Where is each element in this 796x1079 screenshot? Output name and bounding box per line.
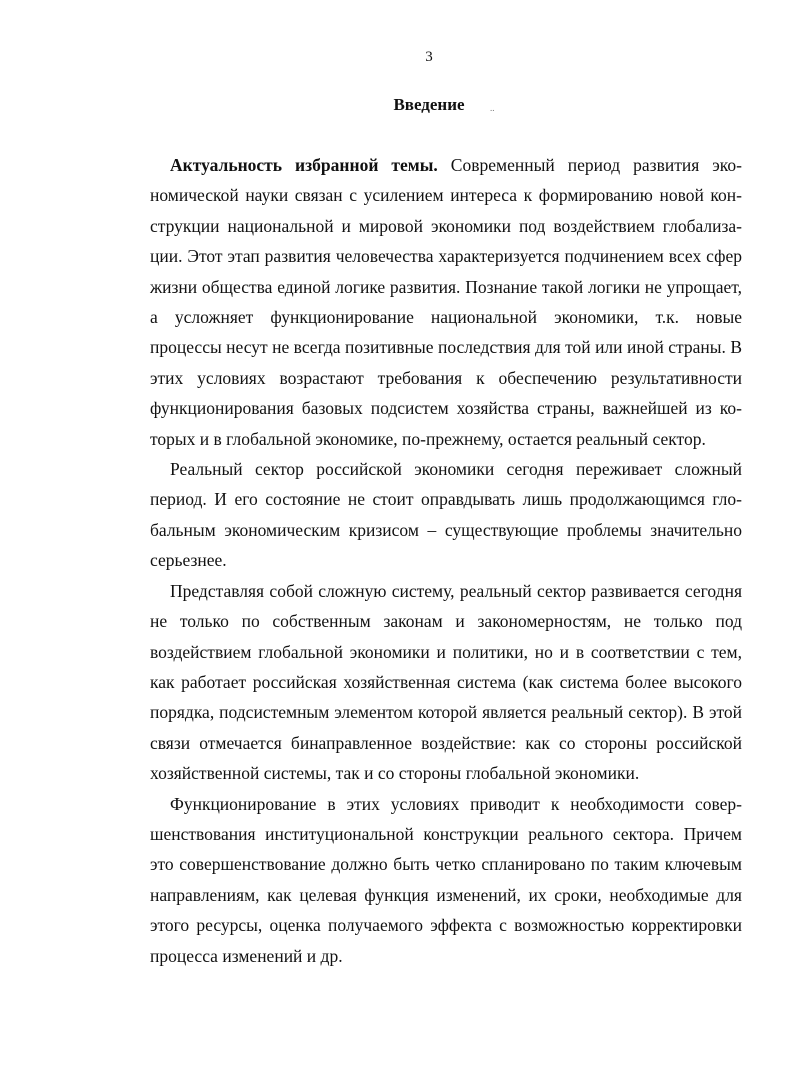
paragraph-text: Современный период развития экономической науки связан с усилением интереса к формированию новой конструкции национальной и мировой экономики под воздействием глобализации. Этот этап развития человечества характеризуется подчинением всех сфер жизни общества единой логике развития. Познание такой логики не упрощает, а усложняет функционирование национальной экономики, т.к. новые процессы несут не всегда позитивные последствия для той или иной страны. В этих условиях возрастают требования к обеспечению результативности функционирования базовых подсистем хозяйства страны, важнейшей из которых и в глобальной экономике, по-прежнему, остается реальный сектор. xyxy=(150,155,742,449)
body-text xyxy=(150,150,742,971)
page-number: 3 xyxy=(425,49,433,65)
paragraph-relevance xyxy=(150,150,742,454)
paragraph-improvement: Функционирование в этих условиях приводит к необходимости совершенствования институциональной конструкции реального сектора. Причем это совершенствование должно быть четко спланировано по таким ключевым направлениям, как целевая функция изменений, их сроки, необходимые для этого ресурсы, оценка получаемого эффекта с возможностью корректировки процесса изменений и др. xyxy=(150,793,742,966)
section-heading: Введение xyxy=(393,95,465,114)
paragraph-complex-system: Представляя собой сложную систему, реальный сектор развивается сегодня не только по собственным законам и закономерностям, не только под воздействием глобальной экономики и политики, но и в соответствии с тем, как работает российская хозяйственная система (как система более высокого порядка, подсистемным элементом которой является реальный сектор). В этой связи отмечается бинаправленное воздействие: как со стороны российской хозяйственной системы, так и со стороны глобальной экономики. xyxy=(150,580,742,784)
paragraph-real-sector: Реальный сектор российской экономики сегодня переживает сложный период. И его состояние не стоит оправдывать лишь продолжающимся глобальным экономическим кризисом – существующие проблемы значительно серьезнее. xyxy=(150,459,742,571)
paragraph-lead: Актуальность избранной темы. xyxy=(170,155,438,175)
scan-mark: .. xyxy=(490,103,495,113)
